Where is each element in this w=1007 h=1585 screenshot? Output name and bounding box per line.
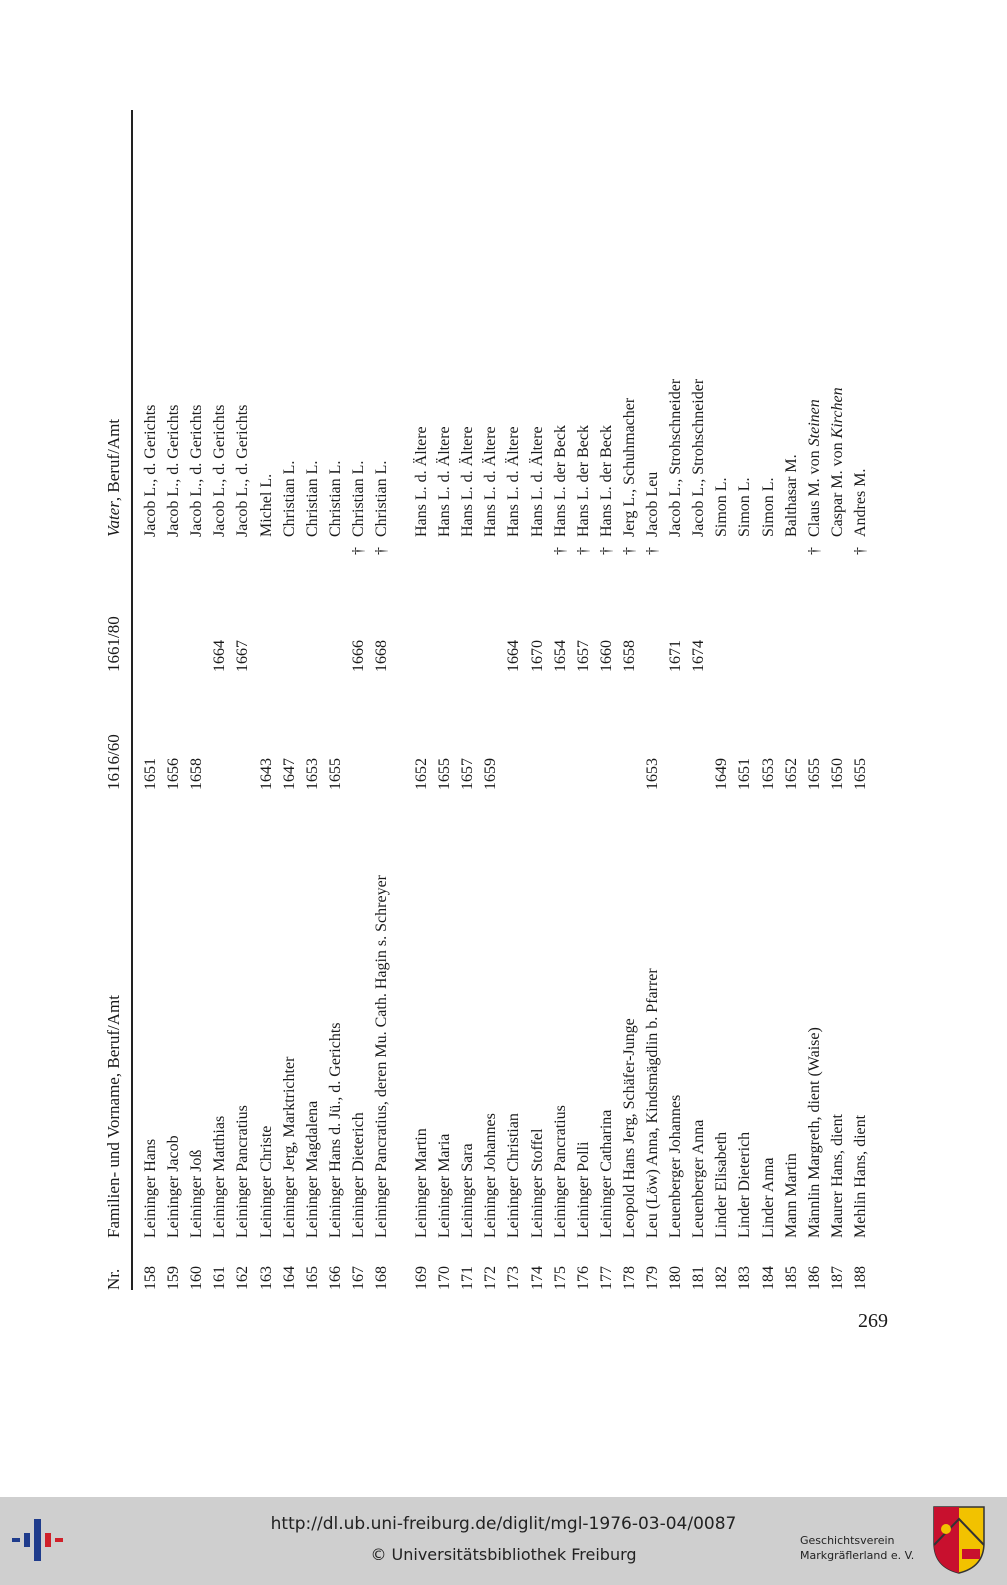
table-row: [829, 110, 852, 1290]
row-year-1616-60: 1653: [759, 758, 777, 790]
row-nr: 159: [165, 1266, 183, 1290]
header-rule: [131, 110, 133, 1290]
row-father-text: Jacob L., d. Gerichts: [142, 404, 159, 537]
row-name: Leininger Martin: [413, 1128, 430, 1238]
row-father-text: Hans L. d. Ältere: [436, 426, 454, 537]
row-father-text: Hans L. d. Ältere: [528, 426, 546, 537]
row-father: [459, 426, 477, 537]
table-row: [575, 110, 598, 1290]
table-row: [690, 110, 713, 1290]
row-father-text: Hans L. d. Ältere: [505, 426, 523, 537]
row-father-text: Caspar M. von: [828, 442, 846, 537]
table-row: [211, 110, 234, 1290]
row-year-1616-60: 1649: [713, 758, 731, 790]
row-father: [211, 405, 229, 537]
row-father-text: Jacob Leu: [644, 471, 661, 537]
row-nr: 166: [326, 1266, 344, 1290]
row-nr: 187: [828, 1266, 846, 1290]
row-deceased-mark: †: [644, 547, 661, 555]
header-period-1: 1616/60: [104, 734, 123, 790]
row-father-text: Jacob L., Strohschneider: [690, 378, 708, 537]
row-year-1616-60: 1650: [828, 758, 846, 790]
table-row: [234, 110, 257, 1290]
header-nr: Nr.: [104, 1268, 123, 1290]
row-name: Linder Dieterich: [736, 1131, 754, 1238]
row-name: Leuenberger Johannes: [667, 1094, 685, 1238]
row-nr: 168: [373, 1266, 390, 1290]
row-deceased-mark: †: [349, 547, 367, 555]
table-row: [373, 110, 413, 1290]
table-row: [736, 110, 759, 1290]
society-line-1: Geschichtsverein: [800, 1534, 895, 1547]
row-father-text: Jerg L., Schuhmacher: [620, 397, 638, 537]
rotated-register-table: [100, 110, 895, 1290]
row-name: Leininger Pancratius, deren Mu. Cath. Hagin s. Schreyer: [373, 874, 390, 1238]
row-nr: 164: [280, 1266, 298, 1290]
row-name: Linder Elisabeth: [713, 1131, 731, 1238]
row-year-1661-80: 1654: [551, 640, 569, 672]
header-vater: [104, 419, 124, 537]
row-name: Leininger Jerg, Marktrichter: [280, 1056, 298, 1238]
row-nr: 181: [690, 1266, 708, 1290]
row-father: [327, 461, 345, 537]
row-year-1616-60: 1647: [280, 758, 298, 790]
row-year-1616-60: 1653: [644, 758, 661, 790]
row-father: [529, 426, 547, 537]
table-row: [142, 110, 165, 1290]
row-year-1616-60: 1655: [326, 758, 344, 790]
row-father: [829, 387, 847, 537]
row-nr: 174: [528, 1266, 546, 1290]
row-name: Linder Anna: [759, 1157, 777, 1238]
row-nr: 172: [482, 1266, 500, 1290]
row-nr: 180: [667, 1266, 685, 1290]
table-row: [304, 110, 327, 1290]
row-father: [413, 426, 431, 537]
table-row: [529, 110, 552, 1290]
row-year-1661-80: 1657: [574, 640, 592, 672]
row-nr: 167: [349, 1266, 367, 1290]
header-name: Familien- und Vorname, Beruf/Amt: [104, 994, 123, 1238]
row-year-1661-80: 1658: [620, 640, 638, 672]
row-father-text: Christian L.: [349, 460, 367, 537]
table-row: [281, 110, 304, 1290]
row-father: [304, 461, 322, 537]
row-nr: 178: [620, 1266, 638, 1290]
table-row: [760, 110, 783, 1290]
table-row: [621, 110, 644, 1290]
table-row: [459, 110, 482, 1290]
row-year-1661-80: 1660: [597, 640, 615, 672]
row-father-text: Hans L. der Beck: [551, 425, 569, 537]
table-row: [258, 110, 281, 1290]
row-father-text: Hans L. d. Ältere: [413, 426, 430, 537]
row-nr: 179: [644, 1266, 661, 1290]
row-father-text: Andres M.: [851, 468, 869, 537]
row-name: Leininger Polli: [574, 1141, 592, 1238]
row-father-text: Simon L.: [713, 477, 731, 537]
row-father-text: Jacob L., d. Gerichts: [211, 404, 229, 537]
row-year-1616-60: 1658: [188, 758, 206, 790]
row-father-text: Christian L.: [326, 460, 344, 537]
row-father-text: Balthasar M.: [782, 454, 800, 537]
row-father: [165, 405, 183, 537]
row-name: Leopold Hans Jerg, Schäfer-Junge: [620, 1018, 638, 1238]
row-nr: 176: [574, 1266, 592, 1290]
row-name: Leininger Pancratius: [234, 1105, 252, 1238]
header-period-2: 1661/80: [104, 616, 123, 672]
table-row: [188, 110, 211, 1290]
row-name: Leininger Hans: [142, 1138, 159, 1238]
row-year-1616-60: 1655: [851, 758, 869, 790]
row-year-1661-80: 1664: [211, 640, 229, 672]
table-row: [350, 110, 373, 1290]
row-father: [598, 425, 616, 537]
society-name: [800, 1533, 914, 1563]
table-row: [552, 110, 575, 1290]
row-nr: 175: [551, 1266, 569, 1290]
row-father: [644, 472, 662, 537]
row-name: Leininger Christian: [505, 1113, 523, 1238]
row-name: Leininger Pancratius: [551, 1105, 569, 1238]
row-nr: 183: [736, 1266, 754, 1290]
row-father-text: Jacob L., d. Gerichts: [188, 404, 206, 537]
row-father: [621, 398, 639, 537]
row-name: Leininger Jacob: [165, 1135, 183, 1238]
table-row: [644, 110, 667, 1290]
row-father-place: Kirchen: [828, 387, 846, 439]
row-year-1661-80: 1671: [667, 640, 685, 672]
row-father: [482, 426, 500, 537]
row-father: [783, 454, 801, 537]
header-vater-italic: Vater: [104, 501, 123, 537]
row-father-text: Hans L. der Beck: [574, 425, 592, 537]
row-father: [760, 477, 778, 537]
footer-copyright: © Universitätsbibliothek Freiburg: [370, 1545, 637, 1564]
row-name: Leininger Dieterich: [349, 1112, 367, 1238]
row-father-text: Christian L.: [373, 460, 390, 537]
row-nr: 169: [413, 1266, 430, 1290]
table-row: [852, 110, 875, 1290]
table-row: [806, 110, 829, 1290]
table-row: [482, 110, 505, 1290]
row-year-1661-80: 1666: [349, 640, 367, 672]
row-deceased-mark: †: [805, 547, 823, 555]
row-year-1616-60: 1643: [257, 758, 275, 790]
row-name: Leininger Joß: [188, 1149, 206, 1238]
row-name: Mann Martin: [782, 1153, 800, 1238]
row-father: [142, 405, 160, 537]
row-deceased-mark: †: [851, 547, 869, 555]
row-father: [552, 425, 570, 537]
row-father: [188, 405, 206, 537]
row-year-1661-80: 1664: [505, 640, 523, 672]
table-row: [327, 110, 350, 1290]
table-row: [667, 110, 690, 1290]
row-deceased-mark: †: [551, 547, 569, 555]
row-name: Leininger Stoffel: [528, 1128, 546, 1238]
row-father: [281, 461, 299, 537]
row-year-1616-60: 1659: [482, 758, 500, 790]
row-name: Leuenberger Anna: [690, 1119, 708, 1238]
row-deceased-mark: †: [620, 547, 638, 555]
row-father-text: Hans L. d. Ältere: [482, 426, 500, 537]
society-line-2: Markgräflerland e. V.: [800, 1549, 915, 1562]
row-nr: 163: [257, 1266, 275, 1290]
row-name: Leininger Johannes: [482, 1113, 500, 1238]
row-father: [505, 426, 523, 537]
row-deceased-mark: †: [574, 547, 592, 555]
page-number: 269: [858, 1310, 888, 1332]
row-father: [667, 379, 685, 537]
row-name: Männlin Margreth, dient (Waise): [805, 1027, 823, 1238]
row-name: Leininger Sara: [459, 1143, 477, 1238]
row-name: Leininger Magdalena: [303, 1100, 321, 1238]
footer-url[interactable]: http://dl.ub.uni-freiburg.de/diglit/mgl-1976-03-04/0087: [270, 1514, 737, 1534]
table-row: [165, 110, 188, 1290]
row-father-text: Jacob L., d. Gerichts: [165, 404, 183, 537]
row-nr: 186: [805, 1266, 823, 1290]
row-year-1616-60: 1652: [782, 758, 800, 790]
row-year-1616-60: 1651: [142, 758, 159, 790]
row-year-1616-60: 1653: [303, 758, 321, 790]
row-father: [258, 474, 276, 537]
row-nr: 165: [303, 1266, 321, 1290]
row-father-text: Hans L. d. Ältere: [459, 426, 477, 537]
row-year-1616-60: 1651: [736, 758, 754, 790]
row-year-1616-60: 1655: [805, 758, 823, 790]
row-nr: 173: [505, 1266, 523, 1290]
row-name: Leininger Maria: [436, 1133, 454, 1238]
footer-bar: [0, 1497, 1007, 1585]
row-father: [713, 477, 731, 537]
table-row: [713, 110, 736, 1290]
row-father-text: Hans L. der Beck: [597, 425, 615, 537]
row-nr: 160: [188, 1266, 206, 1290]
row-name: Leu (Löw) Anna, Kindsmägdlin b. Pfarrer: [644, 968, 661, 1238]
row-year-1616-60: 1652: [413, 758, 430, 790]
row-nr: 162: [234, 1266, 252, 1290]
row-nr: 184: [759, 1266, 777, 1290]
row-father: [436, 426, 454, 537]
row-father-text: Christian L.: [303, 460, 321, 537]
row-father-text: Christian L.: [280, 460, 298, 537]
row-name: Maurer Hans, dient: [828, 1114, 846, 1238]
row-nr: 171: [459, 1266, 477, 1290]
table-row: [783, 110, 806, 1290]
row-year-1616-60: 1655: [436, 758, 454, 790]
row-father: [575, 425, 593, 537]
row-year-1616-60: 1657: [459, 758, 477, 790]
row-year-1661-80: 1667: [234, 640, 252, 672]
row-father-place: Steinen: [805, 399, 823, 447]
row-nr: 182: [713, 1266, 731, 1290]
row-father-text: Claus M. von: [805, 450, 823, 537]
row-nr: 177: [597, 1266, 615, 1290]
row-father: [350, 461, 368, 537]
row-deceased-mark: †: [373, 547, 390, 555]
table-header: [100, 110, 130, 1290]
row-father: [852, 469, 870, 537]
row-nr: 170: [436, 1266, 454, 1290]
row-year-1661-80: 1674: [690, 640, 708, 672]
row-year-1661-80: 1668: [373, 640, 390, 672]
row-name: Leininger Christe: [257, 1125, 275, 1238]
table-row: [505, 110, 528, 1290]
row-name: Leininger Matthias: [211, 1115, 229, 1238]
row-name: Mehlin Hans, dient: [851, 1114, 869, 1238]
header-vater-rest: , Beruf/Amt: [104, 418, 123, 502]
coat-of-arms-icon: [932, 1505, 986, 1575]
row-father: [373, 461, 391, 537]
table-row: [436, 110, 459, 1290]
row-father-text: Michel L.: [257, 473, 275, 537]
row-father-text: Simon L.: [736, 477, 754, 537]
table-row: [413, 110, 436, 1290]
row-year-1616-60: 1656: [165, 758, 183, 790]
row-father: [806, 399, 824, 537]
table-row: [598, 110, 621, 1290]
row-father-text: Jacob L., d. Gerichts: [234, 404, 252, 537]
row-father-text: Simon L.: [759, 477, 777, 537]
row-name: Leininger Catharina: [597, 1109, 615, 1238]
row-nr: 158: [142, 1266, 159, 1290]
row-father: [736, 477, 754, 537]
row-father-text: Jacob L., Strohschneider: [667, 378, 685, 537]
row-nr: 188: [851, 1266, 869, 1290]
row-year-1661-80: 1670: [528, 640, 546, 672]
row-nr: 185: [782, 1266, 800, 1290]
row-name: Leininger Hans d. Jü., d. Gerichts: [326, 1022, 344, 1238]
row-deceased-mark: †: [597, 547, 615, 555]
row-father: [234, 405, 252, 537]
row-nr: 161: [211, 1266, 229, 1290]
row-father: [690, 379, 708, 537]
